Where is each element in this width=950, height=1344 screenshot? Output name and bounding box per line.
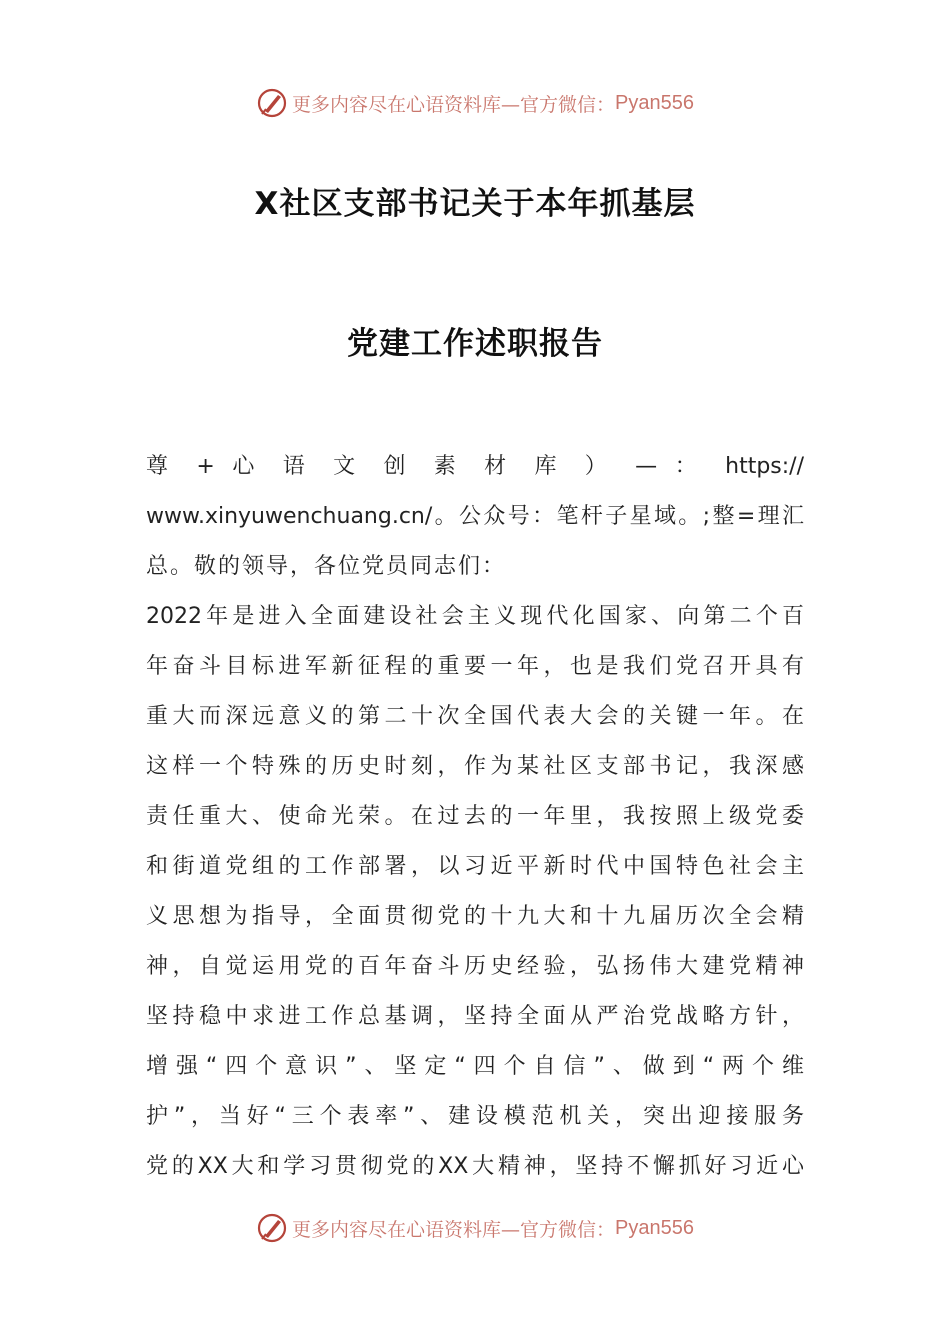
- footer-banner: [0, 1211, 950, 1245]
- quill-pen-icon: [256, 1212, 288, 1244]
- body-line: 和街道党组的工作部署，以习近平新时代中国特色社会主: [146, 854, 804, 879]
- body-line: 义思想为指导，全面贯彻党的十九大和十九届历次全会精: [146, 904, 804, 929]
- body-line: 重大而深远意义的第二十次全国代表大会的关键一年。在: [146, 704, 804, 729]
- banner-text: 更多内容尽在心语资料库—官方微信：: [292, 1218, 616, 1241]
- quill-pen-icon: [256, 87, 288, 119]
- body-line: 党的XX大和学习贯彻党的XX大精神，坚持不懈抓好习近心: [146, 1154, 804, 1179]
- page-title-line-2: 党建工作述职报告: [347, 326, 603, 362]
- body-line: 神，自觉运用党的百年奋斗历史经验，弘扬伟大建党精神: [146, 954, 804, 979]
- body-line: www.xinyuwenchuang.cn/。公众号：笔杆子星域。;整=理汇: [146, 504, 804, 529]
- header-banner: [0, 86, 950, 120]
- wechat-id: Pyan556: [615, 91, 694, 114]
- body-line: 护”，当好“三个表率”、建设模范机关，突出迎接服务: [146, 1104, 804, 1129]
- wechat-id: Pyan556: [615, 1216, 694, 1239]
- body-line: 总。敬的领导，各位党员同志们：: [146, 554, 507, 579]
- page-title-line-1: X社区支部书记关于本年抓基层: [254, 186, 696, 222]
- body-line: 增强“四个意识”、坚定“四个自信”、做到“两个维: [146, 1054, 804, 1079]
- body-line: 责任重大、使命光荣。在过去的一年里，我按照上级党委: [146, 804, 804, 829]
- body-line: 尊 + 心 语 文 创 素 材 库 ） — ： https://: [146, 454, 804, 479]
- body-line: 坚持稳中求进工作总基调，坚持全面从严治党战略方针，: [146, 1004, 804, 1029]
- banner-text: 更多内容尽在心语资料库—官方微信：: [292, 93, 616, 116]
- body-line: 2022年是进入全面建设社会主义现代化国家、向第二个百: [146, 604, 804, 629]
- body-line: 年奋斗目标进军新征程的重要一年，也是我们党召开具有: [146, 654, 804, 679]
- body-line: 这样一个特殊的历史时刻，作为某社区支部书记，我深感: [146, 754, 804, 779]
